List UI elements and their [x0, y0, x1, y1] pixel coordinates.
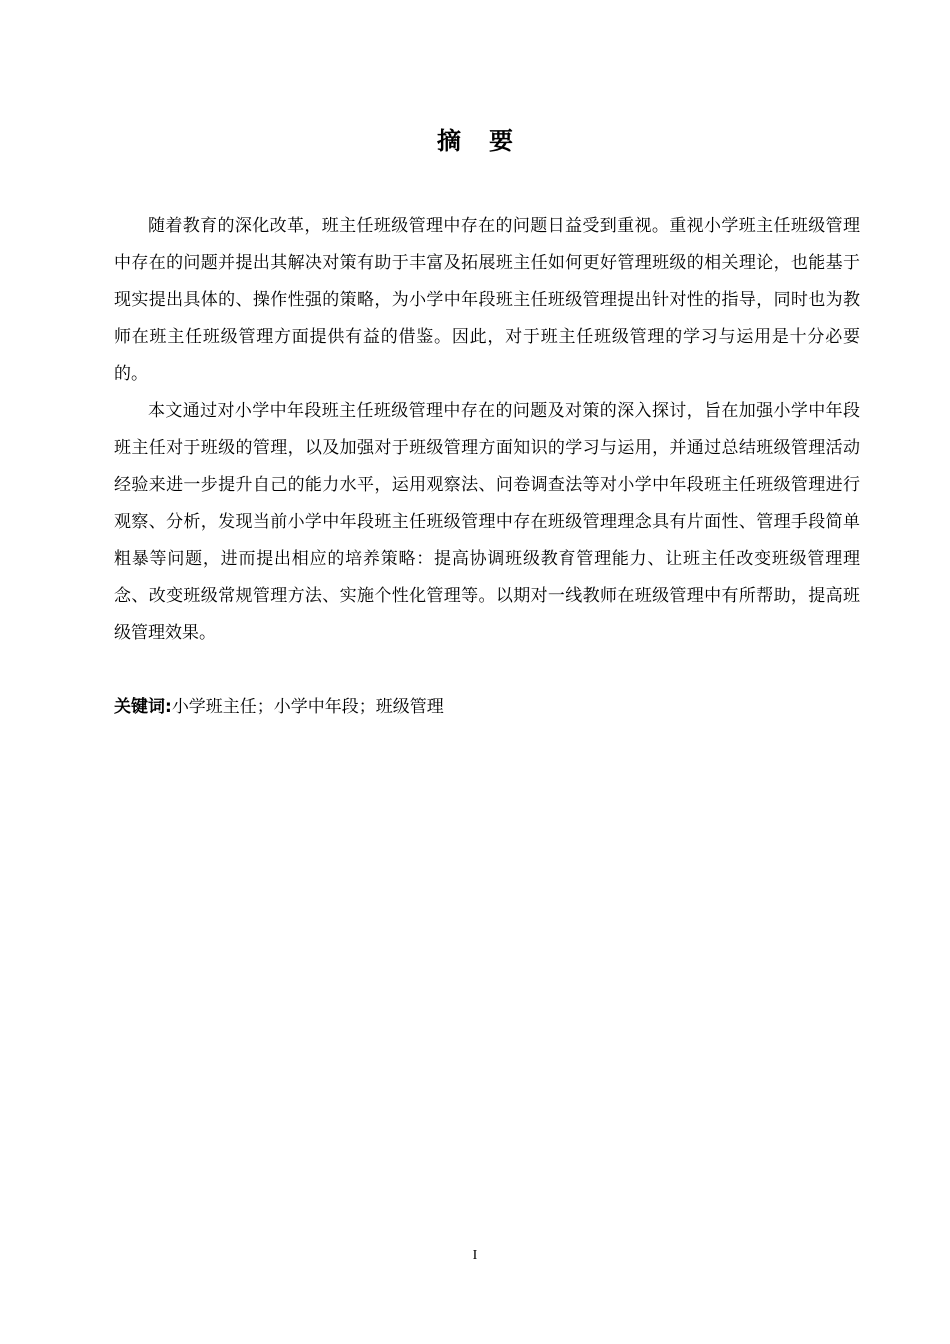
keywords-line: [114, 690, 860, 724]
keywords-value: 小学班主任；小学中年段；班级管理: [171, 697, 444, 717]
abstract-paragraph-1: 随着教育的深化改革，班主任班级管理中存在的问题日益受到重视。重视小学班主任班级管理中存在的问题并提出其解决对策有助于丰富及拓展班主任如何更好管理班级的相关理论，也能基于现实提出具体的、操作性强的策略，为小学中年段班主任班级管理提出针对性的指导，同时也为教师在班主任班级管理方面提供有益的借鉴。因此，对于班主任班级管理的学习与运用是十分必要的。: [114, 216, 860, 384]
abstract-body: [114, 208, 860, 652]
abstract-title: 摘要: [437, 127, 541, 155]
abstract-paragraph-2: 本文通过对小学中年段班主任班级管理中存在的问题及对策的深入探讨，旨在加强小学中年段班主任对于班级的管理，以及加强对于班级管理方面知识的学习与运用，并通过总结班级管理活动经验来进一步提升自己的能力水平，运用观察法、问卷调查法等对小学中年段班主任班级管理进行观察、分析，发现当前小学中年段班主任班级管理中存在班级管理理念具有片面性、管理手段简单粗暴等问题，进而提出相应的培养策略：提高协调班级教育管理能力、让班主任改变班级管理理念、改变班级常规管理方法、实施个性化管理等。以期对一线教师在班级管理中有所帮助，提高班级管理效果。: [114, 401, 860, 643]
keywords-label: 关键词:: [114, 697, 172, 717]
page-number: I: [472, 1248, 478, 1263]
